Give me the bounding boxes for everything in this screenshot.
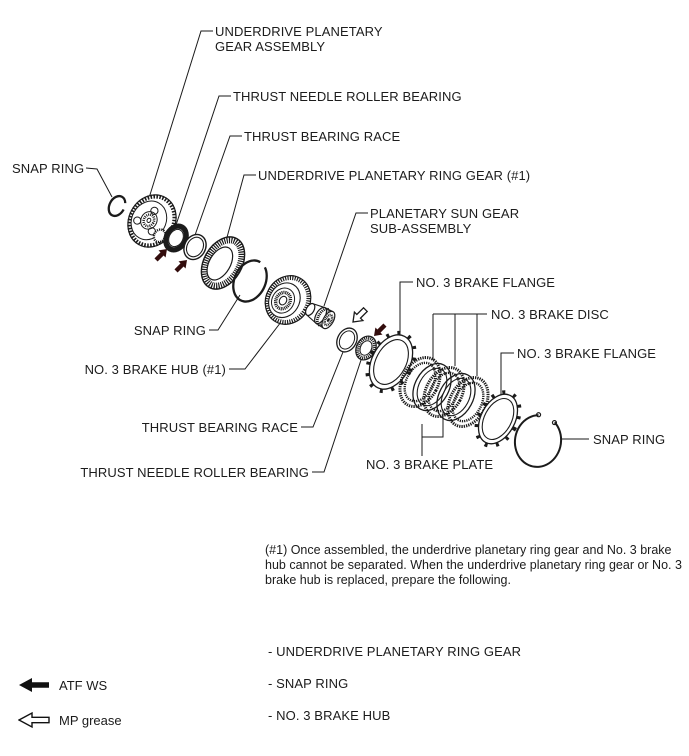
list-item: - SNAP RING [268, 676, 349, 691]
label-gear-assembly-line1: UNDERDRIVE PLANETARY [215, 24, 383, 39]
footnote-text: (#1) Once assembled, the underdrive planetary ring gear and No. 3 brake hub cannot be separated. When the underdrive planetary ring gear or No. 3 brake hub is replaced, prepare the following. [265, 543, 682, 587]
label-sun-gear-line1: PLANETARY SUN GEAR [370, 206, 520, 221]
leader-sun-gear [324, 213, 368, 306]
legend-row-mp [18, 711, 122, 729]
label-snap-ring-right: SNAP RING [593, 432, 666, 447]
legend-row-atf [18, 676, 122, 694]
label-brake-plate: NO. 3 BRAKE PLATE [366, 457, 494, 472]
label-snap-ring-mid: SNAP RING [133, 323, 206, 338]
part-brake-flange-2 [468, 385, 528, 453]
leader-snap-ring-left [86, 168, 112, 197]
replacement-parts-list [268, 645, 521, 741]
atf-ws-legend-arrow-icon [18, 676, 50, 694]
label-snap-ring-left: SNAP RING [12, 161, 85, 176]
mp-grease-arrow-icon [349, 305, 370, 326]
leader-needle-bearing-top [175, 96, 231, 228]
leader-brake-plate-bracket [422, 412, 443, 456]
label-brake-hub: NO. 3 BRAKE HUB (#1) [84, 362, 226, 377]
label-gear-assembly-line2: GEAR ASSEMBLY [215, 39, 326, 54]
label-brake-flange-top: NO. 3 BRAKE FLANGE [416, 275, 556, 290]
leader-snap-ring-mid [209, 295, 240, 330]
label-thrust-bearing-race-top: THRUST BEARING RACE [244, 129, 401, 144]
part-snap-ring-small [105, 193, 128, 219]
list-item: - UNDERDRIVE PLANETARY RING GEAR [268, 644, 522, 659]
label-thrust-needle-bearing-top: THRUST NEEDLE ROLLER BEARING [233, 89, 462, 104]
atf-arrow-icon [173, 256, 191, 274]
label-thrust-bearing-race-mid: THRUST BEARING RACE [141, 420, 298, 435]
label-brake-disc: NO. 3 BRAKE DISC [491, 307, 609, 322]
lubricant-legend [18, 676, 122, 746]
label-sun-gear-line2: SUB-ASSEMBLY [370, 221, 472, 236]
leader-brake-disc-bracket [433, 314, 487, 376]
label-thrust-needle-bearing-mid: THRUST NEEDLE ROLLER BEARING [80, 465, 309, 480]
label-brake-flange-right: NO. 3 BRAKE FLANGE [517, 346, 657, 361]
mp-grease-legend-arrow-icon [18, 711, 50, 729]
part-labels [12, 24, 665, 480]
atf-arrow-icon [370, 322, 388, 340]
leader-bearing-race-top [194, 136, 242, 238]
leader-ring-gear [226, 175, 256, 241]
leader-brake-hub [229, 322, 281, 369]
label-ring-gear: UNDERDRIVE PLANETARY RING GEAR (#1) [258, 168, 531, 183]
legend-label-atf: ATF WS [59, 677, 108, 693]
leader-brake-flange-top [400, 282, 413, 336]
leader-gear-assembly [149, 31, 213, 198]
legend-label-mp: MP grease [59, 712, 122, 728]
list-item: - NO. 3 BRAKE HUB [268, 708, 391, 723]
leader-brake-flange-right [501, 353, 514, 395]
leader-needle-bearing-mid [312, 360, 361, 472]
leader-bearing-race-mid [301, 352, 343, 427]
